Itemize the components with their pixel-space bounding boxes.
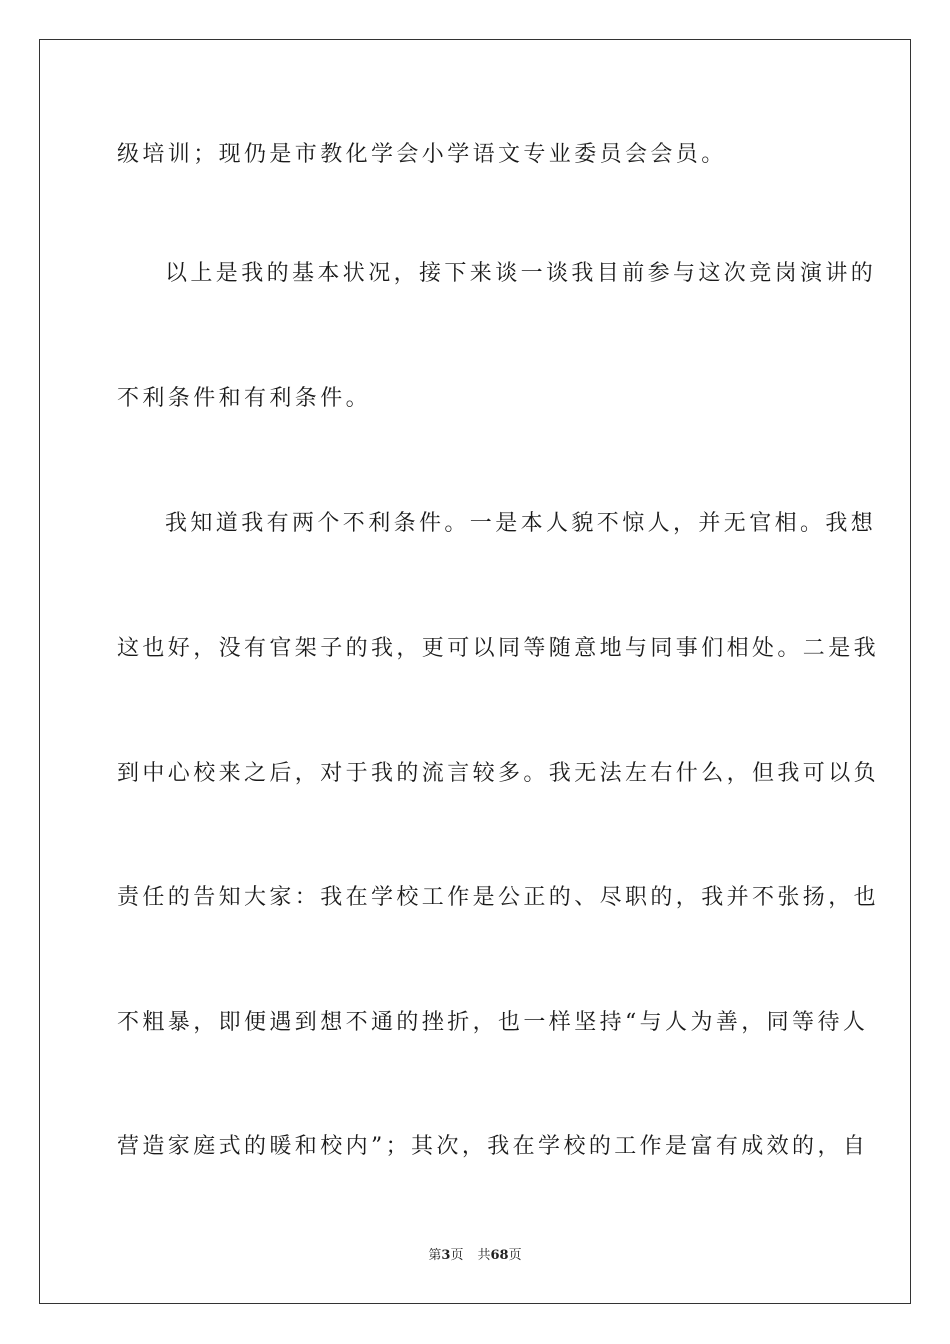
total-suffix: 页 bbox=[508, 1248, 522, 1263]
text-line-8: 不粗暴，即便遇到想不通的挫折，也一样坚持“与人为善，同等待人 bbox=[117, 1010, 869, 1035]
total-prefix: 共 bbox=[477, 1248, 491, 1263]
text-line-7: 责任的告知大家：我在学校工作是公正的、尽职的，我并不张扬，也 bbox=[117, 885, 880, 910]
text-line-3: 不利条件和有利条件。 bbox=[117, 386, 372, 411]
page-footer bbox=[0, 1247, 950, 1265]
text-line-5: 这也好，没有官架子的我，更可以同等随意地与同事们相处。二是我 bbox=[117, 636, 880, 661]
text-line-2: 以上是我的基本状况，接下来谈一谈我目前参与这次竞岗演讲的 bbox=[165, 261, 877, 286]
text-line-9: 营造家庭式的暖和校内”；其次，我在学校的工作是富有成效的，自 bbox=[117, 1134, 869, 1159]
page-prefix: 第 bbox=[428, 1248, 442, 1263]
page-number: 3 bbox=[441, 1248, 451, 1263]
total-pages: 68 bbox=[490, 1248, 509, 1263]
page-suffix: 页 bbox=[450, 1248, 464, 1263]
text-line-6: 到中心校来之后，对于我的流言较多。我无法左右什么，但我可以负 bbox=[117, 761, 880, 786]
text-line-4: 我知道我有两个不利条件。一是本人貌不惊人，并无官相。我想 bbox=[165, 511, 877, 536]
text-line-1: 级培训；现仍是市教化学会小学语文专业委员会会员。 bbox=[117, 142, 727, 167]
page-frame bbox=[39, 39, 911, 1304]
